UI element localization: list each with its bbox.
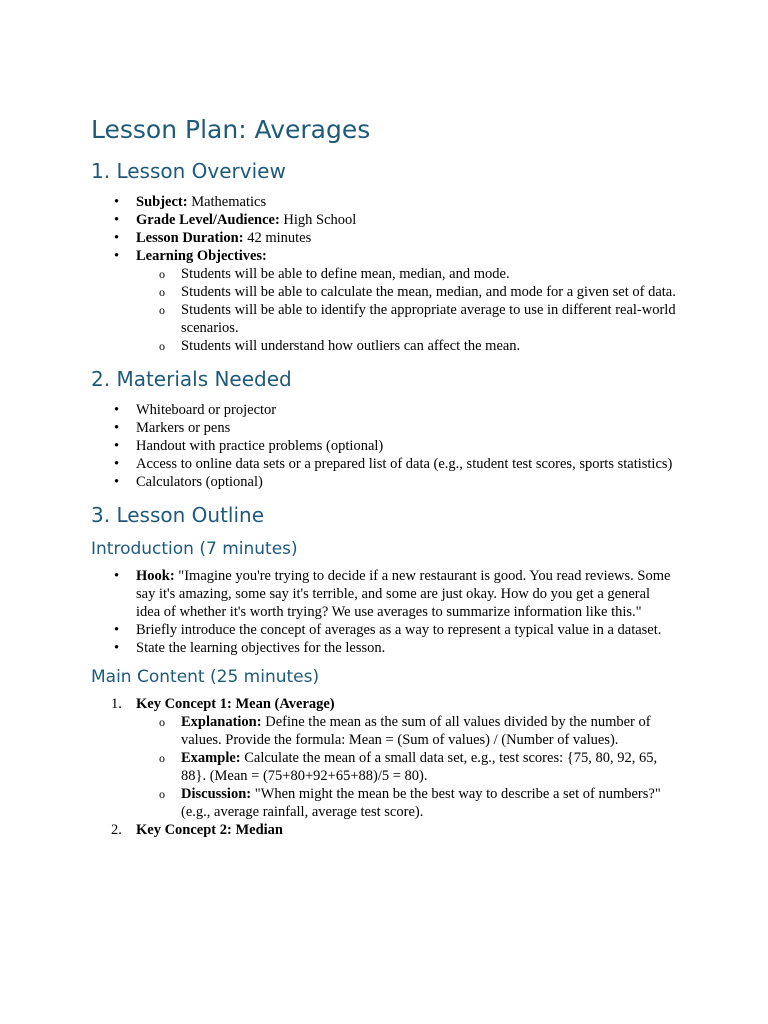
overview-list xyxy=(91,193,676,355)
list-item: • Calculators (optional) xyxy=(91,473,676,491)
item-value: "When might the mean be the best way to describe a set of numbers?" (e.g., average rainfall, average test score). xyxy=(181,786,661,820)
concept-title: Key Concept 1: Mean (Average) xyxy=(136,696,335,712)
list-item: • Access to online data sets or a prepared list of data (e.g., student test scores, sports statistics) xyxy=(91,455,676,473)
intro-list xyxy=(91,567,676,657)
list-item: o Students will understand how outliers can affect the mean. xyxy=(136,337,676,355)
list-item xyxy=(91,229,676,247)
item-label: Example: xyxy=(181,750,241,766)
item-value: High School xyxy=(283,212,357,228)
list-item xyxy=(91,821,676,839)
item-label: Discussion: xyxy=(181,786,252,802)
subsection-heading-intro: Introduction (7 minutes) xyxy=(91,539,298,559)
list-item xyxy=(136,785,676,821)
list-item: o Students will be able to calculate the mean, median, and mode for a given set of data. xyxy=(136,283,676,301)
materials-list xyxy=(91,401,676,491)
item-number: 1. xyxy=(111,696,122,712)
section-heading-overview: 1. Lesson Overview xyxy=(91,159,286,183)
list-item: • Briefly introduce the concept of averages as a way to represent a typical value in a dataset. xyxy=(91,621,676,639)
item-value: Calculate the mean of a small data set, e.g., test scores: {75, 80, 92, 65, 88}. (Mean = (75+80+92+65+88)/5 = 80). xyxy=(181,750,658,784)
list-item xyxy=(91,211,676,229)
concepts-list xyxy=(91,695,676,839)
section-heading-materials: 2. Materials Needed xyxy=(91,367,292,391)
list-item xyxy=(91,193,676,211)
list-item xyxy=(91,247,676,355)
item-label: Grade Level/Audience: xyxy=(136,212,280,228)
item-value: Define the mean as the sum of all values divided by the number of values. Provide the formula: Mean = (Sum of values) / (Number of values). xyxy=(181,714,651,748)
item-value: 42 minutes xyxy=(247,230,312,246)
concept-title: Key Concept 2: Median xyxy=(136,822,283,838)
item-label: Lesson Duration: xyxy=(136,230,244,246)
list-item xyxy=(91,695,676,821)
list-item: • State the learning objectives for the lesson. xyxy=(91,639,676,657)
item-value: Mathematics xyxy=(191,194,267,210)
item-label: Subject: xyxy=(136,194,188,210)
item-label: Hook: xyxy=(136,568,175,584)
item-value: "Imagine you're trying to decide if a new restaurant is good. You read reviews. Some say it's amazing, some say it's terrible, and some are just okay. How do you get a general idea of whether it's worth trying? We use averages to summarize information like this." xyxy=(136,568,671,620)
list-item xyxy=(91,567,676,621)
list-item: o Students will be able to define mean, median, and mode. xyxy=(136,265,676,283)
concept-points xyxy=(136,713,676,821)
subsection-heading-main: Main Content (25 minutes) xyxy=(91,667,320,687)
list-item: • Whiteboard or projector xyxy=(91,401,676,419)
list-item: • Handout with practice problems (optional) xyxy=(91,437,676,455)
item-number: 2. xyxy=(111,822,122,838)
item-label: Explanation: xyxy=(181,714,262,730)
section-heading-outline: 3. Lesson Outline xyxy=(91,503,264,527)
page-title: Lesson Plan: Averages xyxy=(91,115,371,144)
item-label: Learning Objectives: xyxy=(136,248,267,264)
list-item: • Markers or pens xyxy=(91,419,676,437)
list-item xyxy=(136,713,676,749)
list-item: o Students will be able to identify the appropriate average to use in different real-world scenarios. xyxy=(136,301,676,337)
objectives-list xyxy=(136,265,676,355)
list-item xyxy=(136,749,676,785)
